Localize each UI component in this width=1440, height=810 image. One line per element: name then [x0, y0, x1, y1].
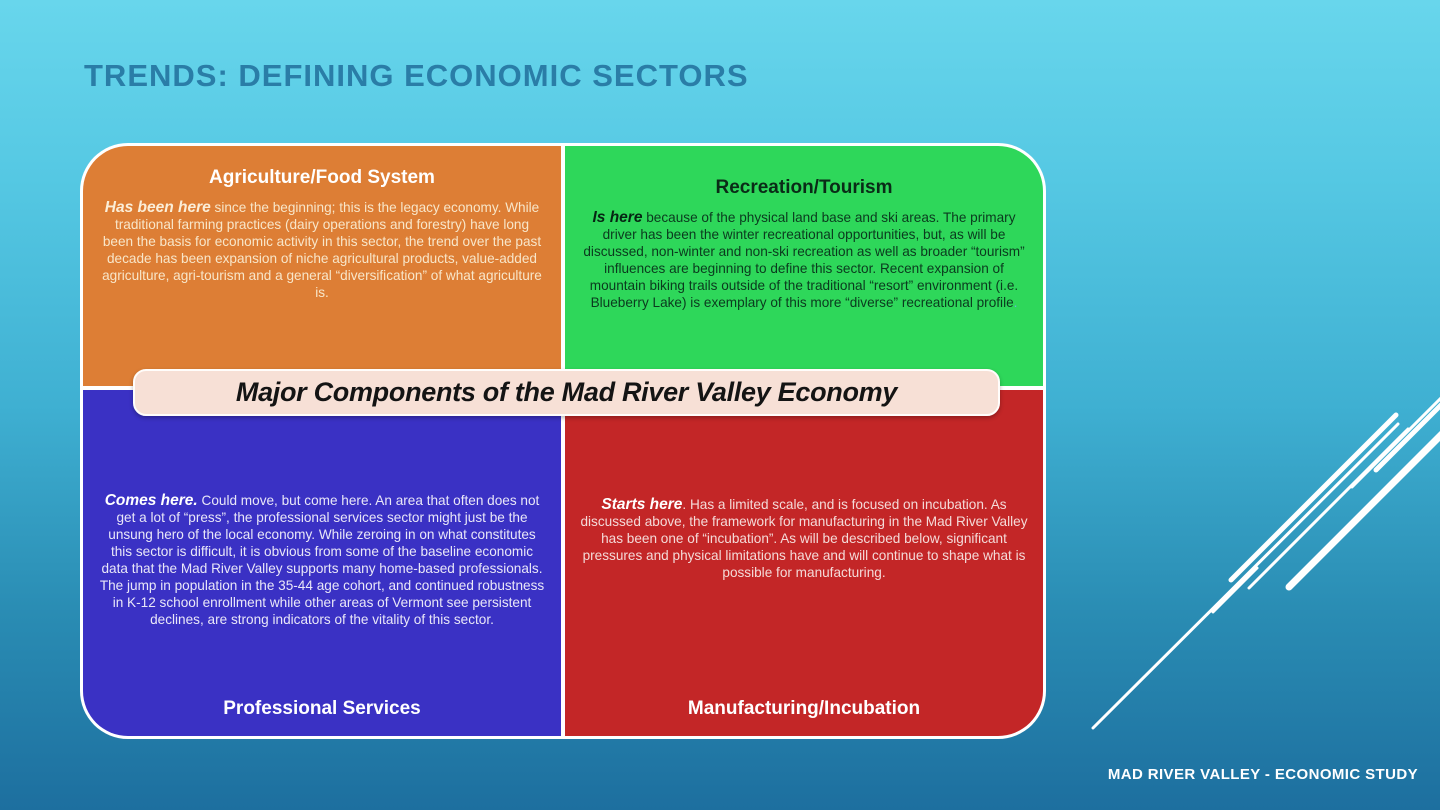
lead-phrase: Starts here	[601, 496, 683, 513]
center-banner	[133, 369, 1000, 416]
quadrant-manufacturing-body	[576, 496, 1032, 581]
quadrant-grid	[80, 143, 1046, 739]
page-title: TRENDS: DEFINING ECONOMIC SECTORS	[84, 58, 749, 93]
body-text: because of the physical land base and ski areas. The primary driver has been the winter recreational opportunities, but, as will be discussed, non-winter and non-ski recreation as well as broader “tourism” influences are beginning to define this sector. Recent expansion of mountain biking trails outside of the traditional “resort” environment (i.e. Blueberry Lake) is exemplary of this more “diverse” recreational profile	[583, 210, 1025, 310]
quadrant-manufacturing-title: Manufacturing/Incubation	[687, 698, 921, 719]
quadrant-professional-services	[83, 390, 561, 736]
body-text: Could move, but come here. An area that often does not get a lot of “press”, the professional services sector might just be the unsung hero of the local economy. While zeroing in on what constitutes this sector is difficult, it is obvious from some of the baseline economic data that the Mad River Valley supports many home-based professionals. The jump in population in the 35-44 age cohort, and continued robustness in K-12 school enrollment while other areas of Vermont see persistent declines, are strong indicators of the vitality of this sector.	[99, 493, 545, 627]
quadrant-recreation	[565, 146, 1043, 386]
footer-text: MAD RIVER VALLEY - ECONOMIC STUDY	[1107, 766, 1418, 783]
lead-phrase: Comes here.	[104, 492, 198, 509]
quadrant-manufacturing	[565, 390, 1043, 736]
quadrant-recreation-title: Recreation/Tourism	[715, 177, 893, 198]
lead-phrase: Is here	[592, 209, 643, 226]
lead-phrase: Has been here	[104, 199, 211, 216]
quadrant-agriculture-title: Agriculture/Food System	[209, 167, 435, 188]
quadrant-agriculture-body	[99, 199, 545, 301]
quadrant-professional-title: Professional Services	[223, 698, 421, 719]
body-text: since the beginning; this is the legacy economy. While traditional farming practices (dairy operations and forestry) have long been the basis for economic activity in this sector, the trend over the past decade has been expansion of niche agricultural products, value-added agriculture, agri-tourism and a general “diversification” of what agriculture is.	[102, 200, 542, 300]
quadrant-agriculture	[83, 146, 561, 386]
body-text: . Has a limited scale, and is focused on incubation. As discussed above, the framework for manufacturing in the Mad River Valley has been one of “incubation”. As will be described below, significant pressures and physical limitations have and will continue to shape what is possible for manufacturing.	[580, 497, 1028, 580]
quadrant-recreation-body	[575, 209, 1033, 311]
quadrant-professional-body	[96, 492, 548, 628]
center-banner-text: Major Components of the Mad River Valley Economy	[235, 377, 898, 407]
accent-period: .	[1013, 295, 1018, 310]
